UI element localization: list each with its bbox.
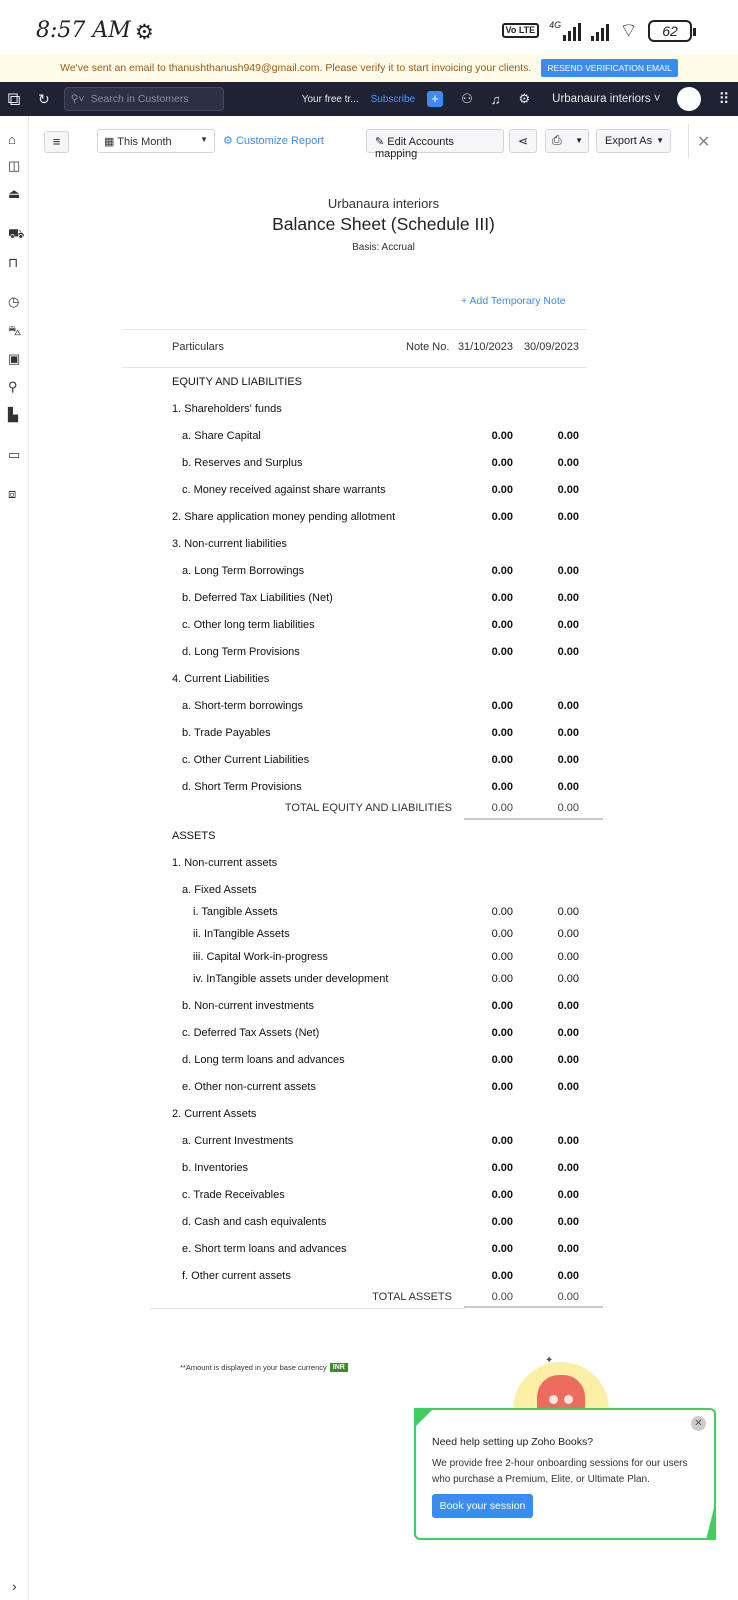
table-row[interactable] xyxy=(122,1267,587,1287)
row-value-col2[interactable]: 0.00 xyxy=(557,1243,579,1255)
row-value-col2[interactable]: 0.00 xyxy=(557,928,579,940)
calendar-icon: ▦ xyxy=(104,136,115,148)
row-label[interactable]: 2. Current Assets xyxy=(172,1108,257,1120)
row-value-col1[interactable]: 0.00 xyxy=(491,619,513,631)
table-row[interactable] xyxy=(122,948,587,968)
row-label[interactable]: ASSETS xyxy=(172,830,216,842)
row-value-col1[interactable]: 0.00 xyxy=(491,1189,513,1201)
row-value-col1[interactable]: 0.00 xyxy=(491,1135,513,1147)
row-value-col2[interactable]: 0.00 xyxy=(557,906,579,918)
trial-text: Your free tr... xyxy=(301,93,359,105)
section-row[interactable] xyxy=(122,827,587,847)
row-label[interactable]: c. Money received against share warrants xyxy=(182,484,386,496)
home-icon[interactable]: ⌂ xyxy=(8,132,16,147)
row-value-col2[interactable]: 0.00 xyxy=(557,592,579,604)
row-value-col1[interactable]: 0.00 xyxy=(491,511,513,523)
close-popup-icon[interactable]: ✕ xyxy=(691,1416,706,1431)
row-value-col2[interactable]: 0.00 xyxy=(557,1216,579,1228)
row-value-col1[interactable]: 0.00 xyxy=(491,928,513,940)
chevron-down-icon: ▼ xyxy=(656,136,664,145)
row-label[interactable]: d. Short Term Provisions xyxy=(182,781,302,793)
help-title: Need help setting up Zoho Books? xyxy=(432,1436,594,1448)
table-row[interactable] xyxy=(122,427,587,447)
web-tabs-icon[interactable]: ⧈ xyxy=(8,486,17,501)
row-value-col2: 0.00 xyxy=(557,802,579,814)
section-row[interactable] xyxy=(122,881,587,901)
table-row[interactable] xyxy=(122,589,587,609)
export-as-dropdown[interactable] xyxy=(596,129,671,153)
report-org-name: Urbanaura interiors xyxy=(327,196,440,211)
row-value-col2[interactable]: 0.00 xyxy=(557,1054,579,1066)
note-no-header: Note No. xyxy=(406,341,450,353)
row-value-col2[interactable]: 0.00 xyxy=(557,457,579,469)
row-label[interactable]: ii. InTangible Assets xyxy=(193,928,290,940)
row-label[interactable]: b. Trade Payables xyxy=(182,727,271,739)
row-value-col1[interactable]: 0.00 xyxy=(491,700,513,712)
chevron-down-icon: ▼ xyxy=(200,135,208,144)
row-label[interactable]: c. Other long term liabilities xyxy=(182,619,315,631)
row-value-col2[interactable]: 0.00 xyxy=(557,1270,579,1282)
row-value-col1[interactable]: 0.00 xyxy=(491,1027,513,1039)
row-value-col1[interactable]: 0.00 xyxy=(491,1000,513,1012)
row-value-col2[interactable]: 0.00 xyxy=(557,511,579,523)
time-tracking-icon[interactable]: ◷ xyxy=(8,294,20,309)
row-value-col2[interactable]: 0.00 xyxy=(557,1189,579,1201)
banking-icon[interactable]: ⏏ xyxy=(8,186,21,201)
table-row[interactable] xyxy=(122,925,587,945)
row-value-col1[interactable]: 0.00 xyxy=(491,1054,513,1066)
section-row[interactable] xyxy=(122,373,587,393)
resend-verification-button[interactable]: RESEND VERIFICATION EMAIL xyxy=(541,59,678,77)
wifi-icon: ⌔ xyxy=(619,20,638,42)
row-value-col1[interactable]: 0.00 xyxy=(491,951,513,963)
period-value[interactable]: This Month xyxy=(117,136,172,148)
reports-icon[interactable]: ▙ xyxy=(8,407,18,422)
popup-corner-decoration xyxy=(706,1500,716,1540)
book-session-button[interactable]: Book your session xyxy=(432,1494,533,1518)
table-row[interactable] xyxy=(122,1240,587,1260)
search-input[interactable]: Search in Customers xyxy=(90,93,189,105)
bot-eye xyxy=(564,1395,573,1404)
section-row[interactable] xyxy=(122,535,587,555)
total-row xyxy=(122,799,587,819)
row-value-col2[interactable]: 0.00 xyxy=(557,430,579,442)
col2-header: 30/09/2023 xyxy=(523,341,579,353)
row-value-col2[interactable]: 0.00 xyxy=(557,1162,579,1174)
row-value-col1[interactable]: 0.00 xyxy=(491,430,513,442)
row-value-col2[interactable]: 0.00 xyxy=(557,1135,579,1147)
add-temp-note-label[interactable]: Add Temporary Note xyxy=(469,295,566,307)
row-label[interactable]: b. Non-current investments xyxy=(182,1000,315,1012)
verification-message: We've sent an email to thanushthanush949@gmail.com. Please verify it to start invoicing your clients. xyxy=(60,62,532,74)
search-icon[interactable]: ⚲˅ xyxy=(70,93,85,105)
row-value-col1: 0.00 xyxy=(491,802,513,814)
row-label[interactable]: a. Long Term Borrowings xyxy=(182,565,305,577)
row-value-col1[interactable]: 0.00 xyxy=(491,565,513,577)
row-value-col2[interactable]: 0.00 xyxy=(557,700,579,712)
row-label[interactable]: 1. Non-current assets xyxy=(172,857,278,869)
row-value-col2: 0.00 xyxy=(557,1291,579,1303)
row-label[interactable]: d. Long Term Provisions xyxy=(182,646,300,658)
row-label[interactable]: e. Short term loans and advances xyxy=(182,1243,347,1255)
row-label[interactable]: 2. Share application money pending allotment xyxy=(172,511,396,523)
total-liabilities-underline xyxy=(464,818,603,820)
apps-grid-icon[interactable]: ⠿ xyxy=(718,91,730,108)
table-row[interactable] xyxy=(122,778,587,798)
table-row[interactable] xyxy=(122,508,587,528)
row-label[interactable]: a. Current Investments xyxy=(182,1135,294,1147)
currency-note-text: **Amount is displayed in your base currency xyxy=(180,1363,327,1372)
table-row[interactable] xyxy=(122,697,587,717)
row-value-col2[interactable]: 0.00 xyxy=(557,951,579,963)
left-sidebar xyxy=(0,116,29,1600)
section-row[interactable] xyxy=(122,854,587,874)
table-row[interactable] xyxy=(122,1024,587,1044)
row-label[interactable]: a. Fixed Assets xyxy=(182,884,257,896)
row-label[interactable]: b. Inventories xyxy=(182,1162,249,1174)
row-value-col1[interactable]: 0.00 xyxy=(491,1216,513,1228)
bot-eye xyxy=(549,1395,558,1404)
eway-bill-truck-icon[interactable]: ⛍ xyxy=(8,323,22,338)
menu-hamburger-icon[interactable]: ≡ xyxy=(44,131,69,153)
table-row[interactable] xyxy=(122,903,587,923)
section-row[interactable] xyxy=(122,670,587,690)
status-time: 8:57 AM xyxy=(36,18,131,43)
row-value-col2[interactable]: 0.00 xyxy=(557,781,579,793)
row-value-col1[interactable]: 0.00 xyxy=(491,727,513,739)
row-value-col1[interactable]: 0.00 xyxy=(491,906,513,918)
row-value-col1[interactable]: 0.00 xyxy=(491,484,513,496)
pencil-icon: ✎ xyxy=(375,136,385,148)
row-value-col2[interactable]: 0.00 xyxy=(557,727,579,739)
row-value-col1[interactable]: 0.00 xyxy=(491,754,513,766)
bot-antenna-icon: ✦ xyxy=(545,1355,554,1366)
row-label[interactable]: a. Share Capital xyxy=(182,430,261,442)
row-value-col2[interactable]: 0.00 xyxy=(557,646,579,658)
printer-icon[interactable]: ⎙ xyxy=(552,133,562,147)
col1-header: 31/10/2023 xyxy=(457,341,513,353)
help-body: We provide free 2-hour onboarding sessions for our users who purchase a Premium, Elite, or Ultimate Plan. xyxy=(432,1458,688,1485)
row-label[interactable]: d. Long term loans and advances xyxy=(182,1054,345,1066)
balance-sheet-table xyxy=(122,0,587,1320)
report-basis: Basis: Accrual xyxy=(352,242,415,253)
row-value-col2[interactable]: 0.00 xyxy=(557,619,579,631)
org-name[interactable]: Urbanaura interiors xyxy=(552,93,651,105)
row-label[interactable]: iv. InTangible assets under development xyxy=(193,973,389,985)
export-label[interactable]: Export As xyxy=(605,135,653,147)
volte-icon: Vo LTE xyxy=(502,23,540,38)
items-icon[interactable]: ◫ xyxy=(8,158,21,173)
table-row[interactable] xyxy=(122,1078,587,1098)
row-value-col1[interactable]: 0.00 xyxy=(491,457,513,469)
table-row[interactable] xyxy=(122,481,587,501)
row-value-col2[interactable]: 0.00 xyxy=(557,1027,579,1039)
row-value-col1[interactable]: 0.00 xyxy=(491,781,513,793)
row-value-col1[interactable]: 0.00 xyxy=(491,1081,513,1093)
table-row[interactable] xyxy=(122,751,587,771)
currency-badge: INR xyxy=(330,1363,348,1372)
table-row[interactable] xyxy=(122,1186,587,1206)
expand-sidebar-chevron-icon[interactable]: › xyxy=(12,1578,17,1594)
documents-folder-icon[interactable]: ▭ xyxy=(8,447,21,462)
books-logo-icon[interactable]: ⧉ xyxy=(7,88,21,109)
contacts-icon[interactable]: ⚲ xyxy=(8,379,18,394)
users-icon[interactable]: ⚇ xyxy=(461,91,473,106)
row-label[interactable]: f. Other current assets xyxy=(182,1270,291,1282)
section-row[interactable] xyxy=(122,400,587,420)
row-value-col2[interactable]: 0.00 xyxy=(557,565,579,577)
org-switcher[interactable]: Urbanaura interiors ˅ xyxy=(552,93,661,105)
signal-bars-2-icon xyxy=(591,21,609,41)
row-value-col2[interactable]: 0.00 xyxy=(557,1000,579,1012)
row-label[interactable]: c. Trade Receivables xyxy=(182,1189,285,1201)
sales-cart-icon[interactable]: ⛟ xyxy=(8,226,25,241)
row-label[interactable]: d. Cash and cash equivalents xyxy=(182,1216,327,1228)
row-label[interactable]: i. Tangible Assets xyxy=(193,906,278,918)
row-label[interactable]: a. Short-term borrowings xyxy=(182,700,304,712)
row-value-col1: 0.00 xyxy=(491,1291,513,1303)
row-value-col2[interactable]: 0.00 xyxy=(557,754,579,766)
row-label[interactable]: c. Other Current Liabilities xyxy=(182,754,310,766)
quick-create-plus-icon[interactable]: + xyxy=(427,91,443,107)
share-icon[interactable]: ⋖ xyxy=(509,129,537,153)
table-row[interactable] xyxy=(122,997,587,1017)
total-row xyxy=(122,1288,587,1308)
row-value-col2[interactable]: 0.00 xyxy=(557,973,579,985)
table-row[interactable] xyxy=(122,616,587,636)
notifications-bell-icon[interactable]: ♫ xyxy=(490,91,501,107)
table-bottom-divider xyxy=(150,1308,465,1309)
user-avatar[interactable] xyxy=(677,87,701,111)
edit-accounts-label[interactable]: Edit Accounts mapping xyxy=(375,136,454,160)
table-row[interactable] xyxy=(122,1051,587,1071)
gear-icon: ⚙ xyxy=(223,135,233,147)
table-row[interactable] xyxy=(122,1132,587,1152)
row-value-col1[interactable]: 0.00 xyxy=(491,1162,513,1174)
settings-gear-icon: ⚙ xyxy=(135,21,154,44)
table-row[interactable] xyxy=(122,454,587,474)
row-value-col2[interactable]: 0.00 xyxy=(557,484,579,496)
row-label[interactable]: iii. Capital Work-in-progress xyxy=(193,951,328,963)
table-row[interactable] xyxy=(122,643,587,663)
row-label[interactable]: 1. Shareholders' funds xyxy=(172,403,282,415)
purchases-bag-icon[interactable]: ⊓ xyxy=(8,255,19,270)
particulars-header: Particulars xyxy=(172,341,224,353)
row-value-col1[interactable]: 0.00 xyxy=(491,1270,513,1282)
help-popup xyxy=(414,1408,716,1540)
recent-history-icon[interactable]: ↻ xyxy=(38,90,50,107)
row-value-col1[interactable]: 0.00 xyxy=(491,592,513,604)
battery-icon: 62 xyxy=(648,20,692,42)
chevron-down-icon[interactable]: ▼ xyxy=(575,136,583,145)
row-label[interactable]: b. Reserves and Surplus xyxy=(182,457,303,469)
section-row[interactable] xyxy=(122,1105,587,1125)
report-title: Balance Sheet (Schedule III) xyxy=(272,214,495,234)
table-row[interactable] xyxy=(122,562,587,582)
network-type: 4G xyxy=(549,19,562,30)
row-label[interactable]: EQUITY AND LIABILITIES xyxy=(172,376,303,388)
toolbar-divider xyxy=(688,124,689,158)
row-value-col1[interactable]: 0.00 xyxy=(491,973,513,985)
row-value-col1[interactable]: 0.00 xyxy=(491,1243,513,1255)
currency-note xyxy=(180,1363,348,1372)
row-value-col2[interactable]: 0.00 xyxy=(557,1081,579,1093)
row-label[interactable]: e. Other non-current assets xyxy=(182,1081,316,1093)
table-row[interactable] xyxy=(122,724,587,744)
total-assets-underline xyxy=(464,1306,603,1308)
table-row[interactable] xyxy=(122,970,587,990)
row-label: TOTAL EQUITY AND LIABILITIES xyxy=(284,802,452,814)
row-label: TOTAL ASSETS xyxy=(372,1291,452,1303)
row-label[interactable]: b. Deferred Tax Liabilities (Net) xyxy=(182,592,333,604)
table-row[interactable] xyxy=(122,1159,587,1179)
row-value-col1[interactable]: 0.00 xyxy=(491,646,513,658)
plus-icon: + xyxy=(461,295,468,307)
popup-corner-decoration xyxy=(414,1408,434,1428)
row-label[interactable]: 3. Non-current liabilities xyxy=(172,538,287,550)
accountant-icon[interactable]: ▣ xyxy=(8,351,21,366)
customize-report-label[interactable]: Customize Report xyxy=(235,135,324,147)
settings-icon[interactable]: ⚙ xyxy=(518,91,531,106)
row-label[interactable]: c. Deferred Tax Assets (Net) xyxy=(182,1027,320,1039)
close-icon[interactable]: ✕ xyxy=(697,134,711,151)
table-row[interactable] xyxy=(122,1213,587,1233)
subscribe-link[interactable]: Subscribe xyxy=(370,93,416,105)
row-label[interactable]: 4. Current Liabilities xyxy=(172,673,270,685)
